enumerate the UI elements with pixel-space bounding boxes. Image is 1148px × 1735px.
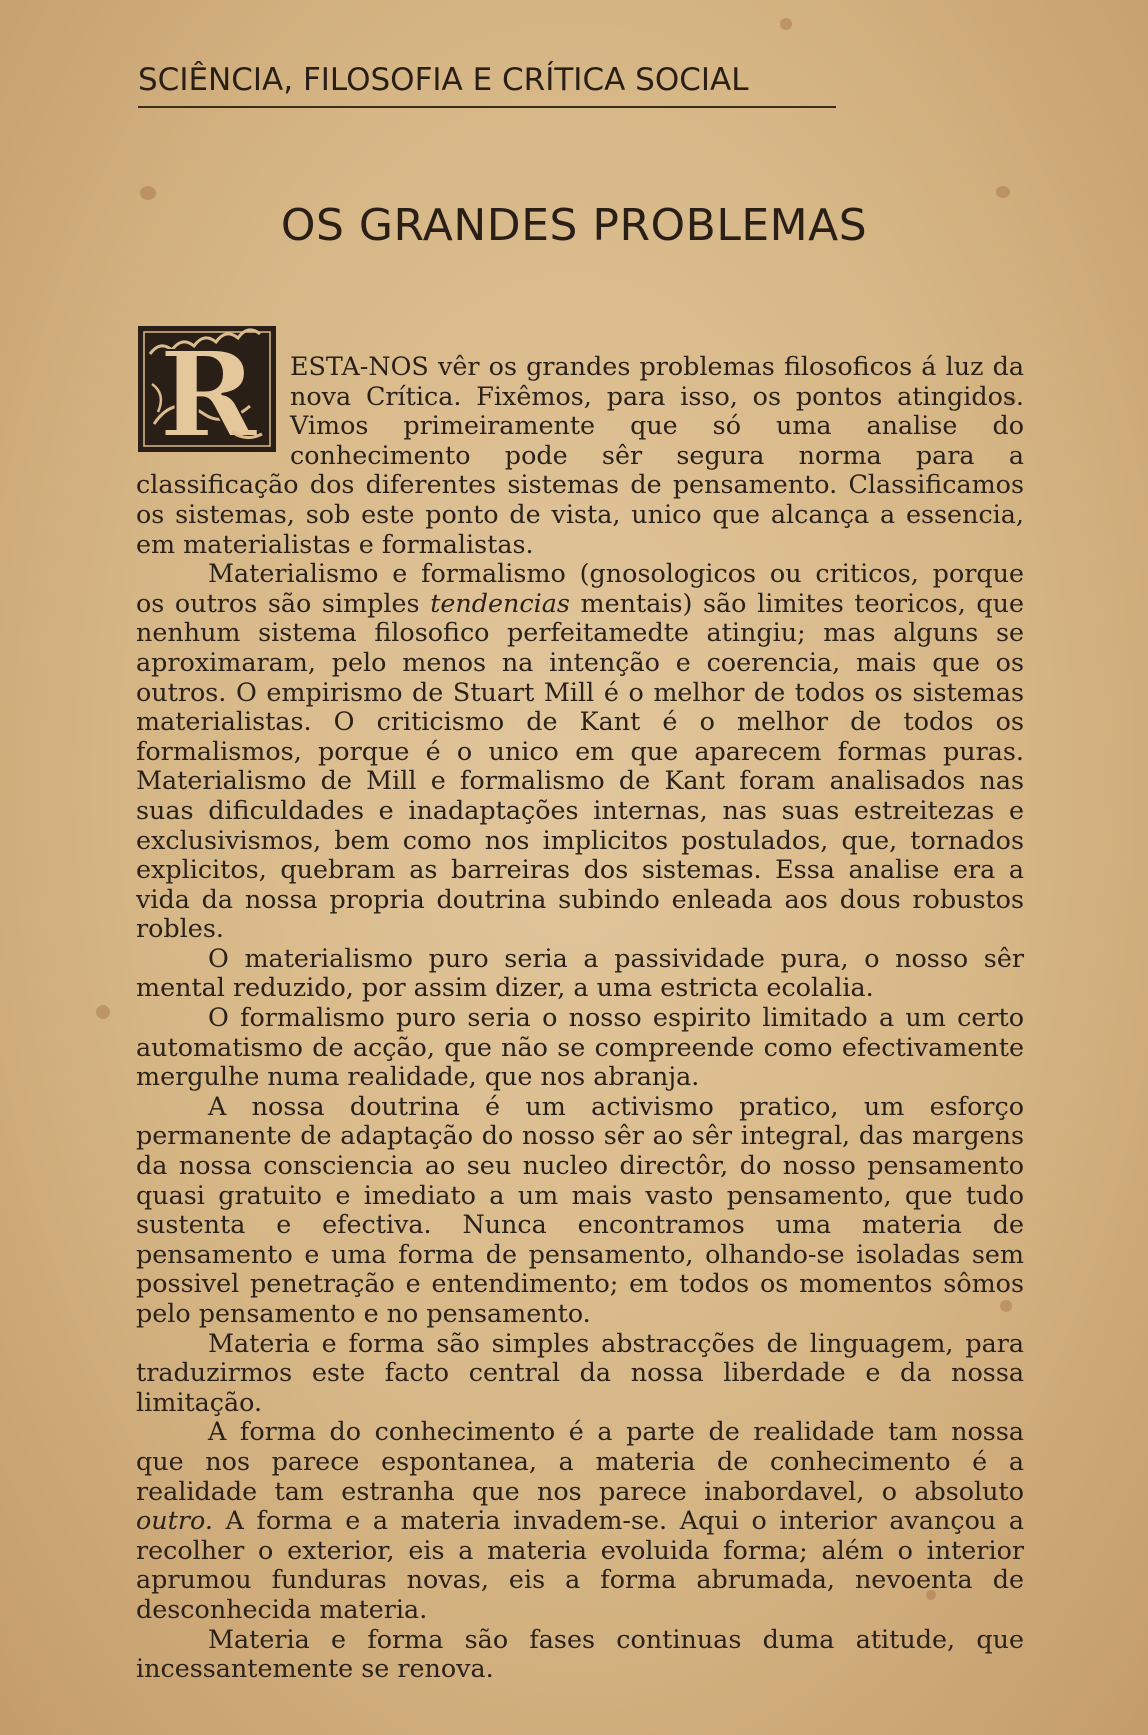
foxing-spot: [140, 186, 156, 200]
paragraph-text: A forma e a materia invadem-se. Aqui o interior avançou a recolher o exterior, eis a materia evoluida forma; além o interior aprumou funduras novas, eis a forma abrumada, nevoenta de desconhecida materia.: [136, 1505, 1024, 1624]
paragraph: [136, 325, 1024, 559]
paragraph: Materia e forma são simples abstracções de linguagem, para traduzirmos este facto central da nossa liberdade e da nossa limitação.: [136, 1327, 1024, 1417]
paragraph: [136, 559, 1024, 944]
paragraph: O formalismo puro seria o nosso espirito limitado a um certo automatismo de acção, que não se compreende como efectivamente mergulhe numa realidade, que nos abranja.: [136, 1002, 1024, 1092]
lead-in-smallcaps: ESTA-NOS: [290, 351, 429, 381]
italic-word: tendencias: [430, 587, 570, 618]
svg-text:R: R: [158, 325, 258, 454]
foxing-spot: [996, 186, 1010, 198]
article-title: OS GRANDES PROBLEMAS: [280, 200, 868, 251]
header-rule: [138, 106, 836, 108]
italic-word: outro.: [136, 1505, 213, 1536]
paragraph-text: Materialismo e formalismo (gnosologicos ou criticos, porque os outros são simples: [136, 558, 1024, 618]
paragraph: O materialismo puro seria a passividade pura, o nosso sêr mental reduzido, por assim dizer, a uma estricta ecolalia.: [136, 942, 1024, 1003]
drop-cap-r: [136, 324, 278, 454]
section-header: SCIÊNCIA, FILOSOFIA E CRÍTICA SOCIAL: [138, 62, 749, 98]
foxing-spot: [96, 1005, 110, 1019]
foxing-spot: [780, 18, 792, 30]
paragraph: A nossa doutrina é um activismo pratico, um esforço permanente de adaptação do nosso sêr ao sêr integral, das margens da nossa consciencia ao seu nucleo directôr, do nosso pensamento quasi gratuito e imediato a um mais vasto pensamento, que tudo sustenta e efectiva. Nunca encontramos uma materia de pensamento e uma forma de pensamento, olhando-se isoladas sem possivel penetração e entendimento; em todos os momentos sômos pelo pensamento e no pensamento.: [136, 1090, 1024, 1328]
paragraph: [136, 1417, 1024, 1624]
paragraph-text: A forma do conhecimento é a parte de realidade tam nossa que nos parece espontanea, a materia de conhecimento é a realidade tam estranha que nos parece inabordavel, o absoluto: [136, 1416, 1024, 1506]
article-body: [136, 325, 1025, 1684]
paragraph: Materia e forma são fases continuas duma atitude, que incessantemente se renova.: [136, 1623, 1024, 1684]
paragraph-text: vêr os grandes problemas filosoficos á luz da nova Crítica. Fixêmos, para isso, os pontos atingidos. Vimos primeiramente que só uma analise do conhecimento pode sêr segura norma para a classificação dos diferentes sistemas de pensamento. Classificamos os sistemas, sob este ponto de vista, unico que alcança a essencia, em materialistas e formalistas.: [136, 351, 1024, 559]
paragraph-text: mentais) são limites teoricos, que nenhum sistema filosofico perfeitamedte atingiu; mas alguns se aproximaram, pelo menos na intenção e coerencia, mais que os outros. O empirismo de Stuart Mill é o melhor de todos os sistemas materialistas. O criticismo de Kant é o melhor de todos os formalismos, porque é o unico em que aparecem formas puras. Materialismo de Mill e formalismo de Kant foram analisados nas suas dificuldades e inadaptações internas, nas suas estreitezas e exclusivismos, bem como nos implicitos postulados, que, tornados explicitos, quebram as barreiras dos sistemas. Essa analise era a vida da nossa propria doutrina subindo enleada aos dous robustos robles.: [136, 587, 1025, 944]
